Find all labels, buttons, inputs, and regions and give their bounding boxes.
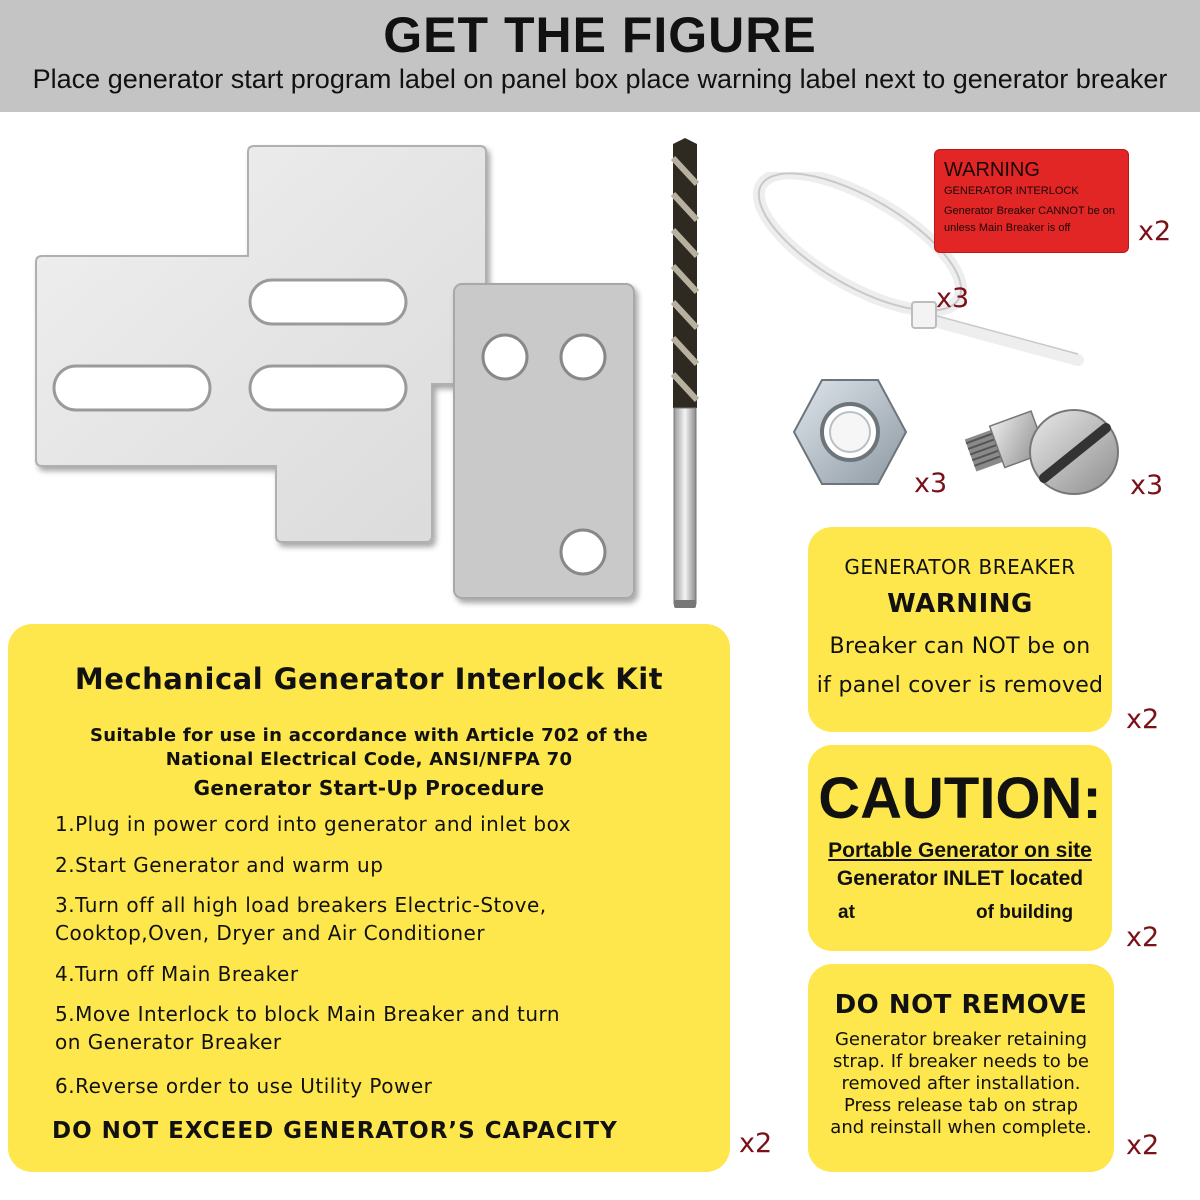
warning-label-line: GENERATOR INTERLOCK [944, 185, 1079, 197]
page-title: GET THE FIGURE [383, 7, 817, 63]
spacer-plate-image [448, 280, 644, 610]
procedure-step-4: 4.Turn off Main Breaker [55, 962, 299, 986]
breaker-label-line: Breaker can NOT be on [829, 634, 1091, 659]
caution-title: CAUTION: [818, 766, 1102, 831]
drill-bit-image [655, 138, 715, 614]
breaker-label-warning: WARNING [887, 589, 1033, 619]
warning-label-line: unless Main Breaker is off [944, 222, 1071, 234]
warning-label-line: Generator Breaker CANNOT be on [944, 205, 1115, 217]
kit-label-title: Mechanical Generator Interlock Kit [74, 662, 664, 696]
warning-label-heading: WARNING [944, 159, 1040, 181]
caution-location-building: of building [976, 902, 1074, 923]
breaker-label-heading: GENERATOR BREAKER [844, 555, 1076, 579]
procedure-step-5: 5.Move Interlock to block Main Breaker and turn on Generator Breaker [55, 1002, 561, 1054]
procedure-step-1: 1.Plug in power cord into generator and inlet box [55, 812, 572, 836]
kit-label-quantity: x2 [739, 1128, 773, 1159]
procedure-step-6: 6.Reverse order to use Utility Power [55, 1074, 433, 1098]
procedure-title: Generator Start-Up Procedure [193, 776, 545, 800]
breaker-label-quantity: x2 [1126, 704, 1160, 735]
caution-line: Portable Generator on site [828, 839, 1092, 862]
interlock-plate-image [18, 138, 498, 558]
breaker-warning-label [808, 527, 1112, 732]
do-not-remove-line: and reinstall when complete. [830, 1117, 1092, 1138]
kit-label-compliance: Suitable for use in accordance with Article 702 of the [89, 725, 649, 746]
do-not-remove-line: Press release tab on strap [843, 1095, 1079, 1116]
header-banner [0, 0, 1200, 112]
capacity-warning: DO NOT EXCEED GENERATOR’S CAPACITY [52, 1118, 618, 1144]
shoulder-screw-image [956, 370, 1136, 510]
caution-line: Generator INLET located [836, 867, 1084, 890]
do-not-remove-quantity: x2 [1126, 1130, 1160, 1161]
procedure-step-3: 3.Turn off all high load breakers Electric-Stove, Cooktop,Oven, Dryer and Air Conditioner [55, 893, 547, 945]
page-subtitle: Place generator start program label on panel box place warning label next to generator breaker [32, 64, 1168, 94]
caution-label-quantity: x2 [1126, 922, 1160, 953]
shoulder-screw-quantity: x3 [1130, 470, 1164, 501]
do-not-remove-line: removed after installation. [841, 1073, 1081, 1094]
hex-nut-quantity: x3 [914, 468, 948, 499]
do-not-remove-label [808, 964, 1114, 1172]
procedure-step-2: 2.Start Generator and warm up [55, 853, 384, 877]
cable-tie-quantity: x3 [936, 283, 970, 314]
caution-location-at: at [838, 902, 855, 923]
do-not-remove-line: Generator breaker retaining [834, 1029, 1088, 1050]
caution-label [808, 745, 1112, 951]
kit-label-compliance: National Electrical Code, ANSI/NFPA 70 [165, 749, 573, 770]
interlock-kit-label [8, 624, 730, 1172]
breaker-label-line: if panel cover is removed [816, 673, 1104, 698]
do-not-remove-title: DO NOT REMOVE [834, 990, 1088, 1020]
warning-label-quantity: x2 [1138, 216, 1172, 247]
warning-label-card [934, 149, 1129, 253]
hex-nut-image [790, 376, 910, 488]
do-not-remove-line: strap. If breaker needs to be [833, 1051, 1089, 1072]
